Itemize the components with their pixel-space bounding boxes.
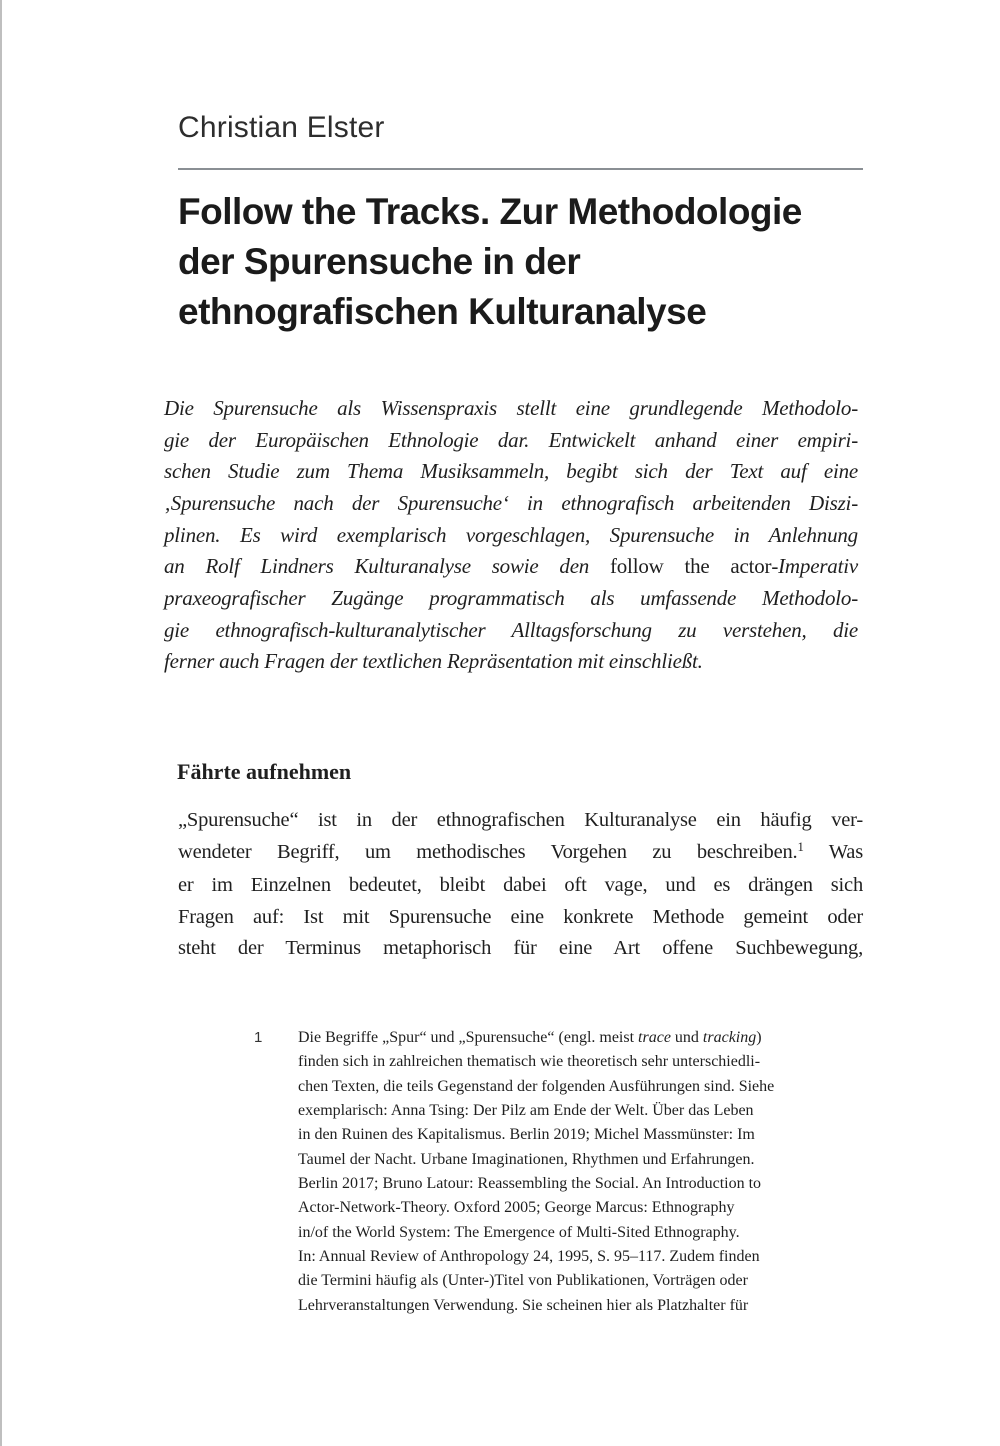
body-paragraph: „Spurensuche“ ist in der ethnografischen Kulturanalyse ein häufig ver- wendeter Begriff, um methodisches Vorgehen zu beschreiben.$^1$ Was er im Einzelnen bedeutet, bleibt dabei oft vage, und es drängen sich Fragen auf: Ist mit Spurensuche eine konkrete Methode gemeint oder steht der Terminus metaphorisch für eine Art offene Suchbewegung, (178, 809, 863, 959)
author-name: Christian Elster (178, 111, 385, 144)
abstract-paragraph: Die Spurensuche als Wissenspraxis stellt eine grundlegende Methodolo- gie der Europäischen Ethnologie dar. Entwickelt anhand einer empiri- schen Studie zum Thema Musiksammeln, begibt sich der Text auf eine ‚Spurensuche nach der Spurensuche‘ in ethnografisch arbeitenden Diszi- plinen. Es wird exemplarisch vorgeschlagen, Spurensuche in Anlehnung an Rolf Lindners Kulturanalyse sowie den follow the actor-Imperativ praxeografischer Zugänge programmatisch als umfassende Methodolo- gie ethnografisch-kulturanalytischer Alltagsforschung zu verstehen, die ferner auch Fragen der textlichen Repräsentation mit einschließt. (164, 396, 858, 674)
footnote-number: 1 (254, 1029, 263, 1046)
footnote-text: Die Begriffe „Spur“ und „Spurensuche“ (engl. meist trace und tracking) finden sich in zahlreichen thematisch wie theoretisch sehr unterschiedli- chen Texten, die teils Gegenstand der folgenden Ausführungen sind. Siehe exemplarisch: Anna Tsing: Der Pilz am Ende der Welt. Über das Leben in den Ruinen des Kapitalismus. Berlin 2019; Michel Massmünster: Im Taumel der Nacht. Urbane Imaginationen, Rhythmen und Erfahrungen. Berlin 2017; Bruno Latour: Reassembling the Social. An Introduction to Actor-Network-Theory. Oxford 2005; George Marcus: Ethnography in/of the World System: The Emergence of Multi-Sited Ethnography. In: Annual Review of Anthropology 24, 1995, S. 95–117. Zudem finden die Termini häufig als (Unter-)Titel von Publikationen, Vorträgen oder Lehrveranstaltungen Verwendung. Sie scheinen hier als Platzhalter für (298, 1029, 775, 1314)
page-edge-line (0, 0, 2, 1446)
section-heading: Fährte aufnehmen (177, 759, 352, 784)
page-title: Follow the Tracks. Zur Methodologie der Spurensuche in der ethnografischen Kulturanalyse (178, 191, 802, 332)
footnote (254, 1026, 860, 1318)
title-divider (178, 168, 863, 170)
